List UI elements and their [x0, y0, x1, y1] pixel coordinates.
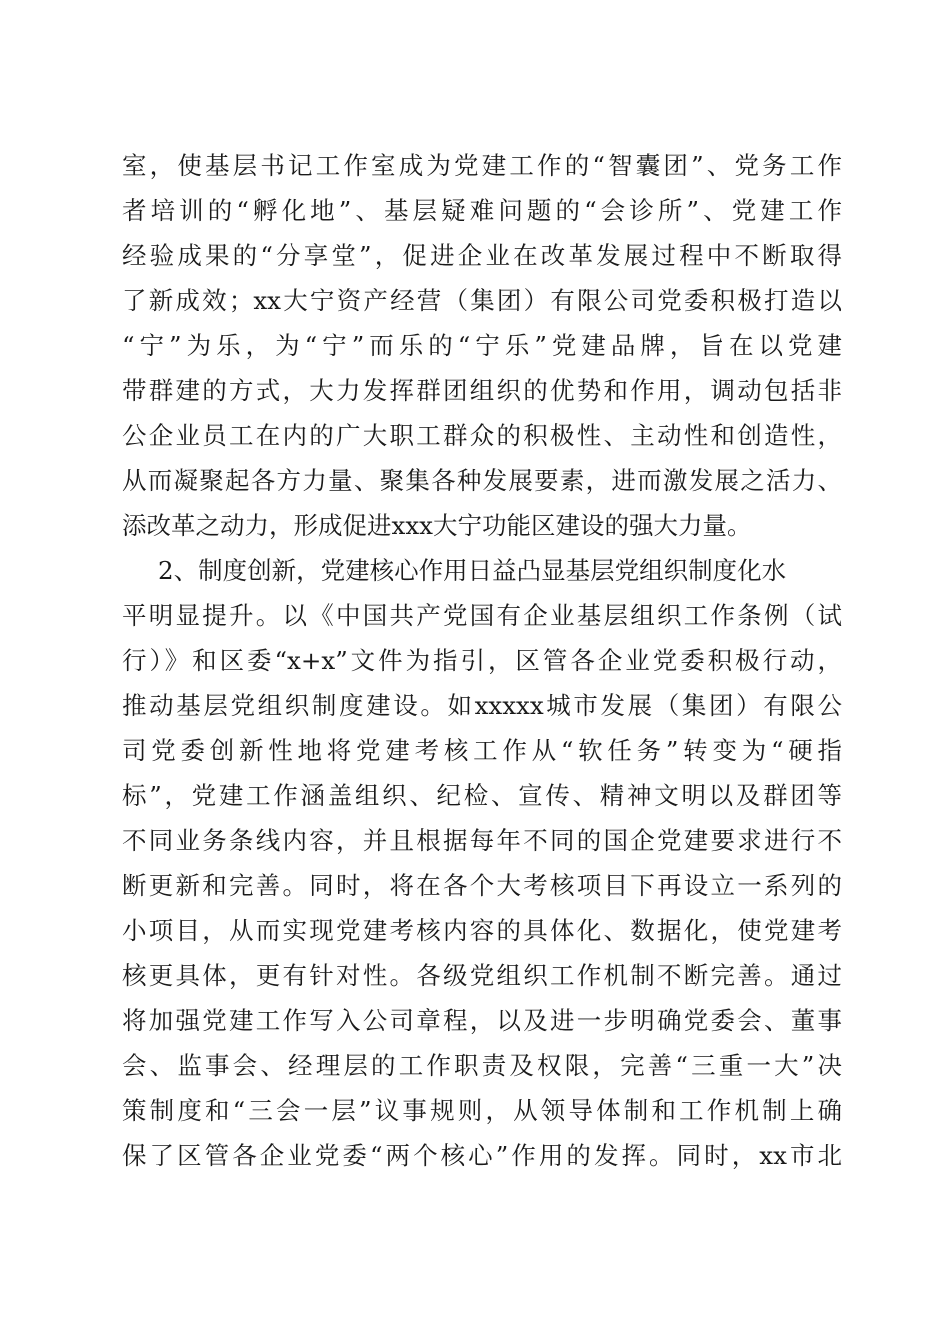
text-line: 2、制度创新，党建核心作用日益凸显基层党组织制度化水: [158, 556, 787, 585]
paragraph-2: [122, 548, 842, 1178]
text-line: 公企业员工在内的广大职工群众的积极性、主动性和创造性，: [122, 421, 842, 450]
text-line: 将加强党建工作写入公司章程，以及进一步明确党委会、董事: [122, 1006, 842, 1035]
text-line: 平明显提升。以《中国共产党国有企业基层组织工作条例（试: [122, 601, 842, 630]
text-line: 标”，党建工作涵盖组织、纪检、宣传、精神文明以及群团等: [122, 781, 842, 810]
text-line: 核更具体，更有针对性。各级党组织工作机制不断完善。通过: [122, 961, 842, 990]
text-line: 策制度和“三会一层”议事规则，从领导体制和工作机制上确: [122, 1096, 842, 1125]
text-line: 断更新和完善。同时，将在各个大考核项目下再设立一系列的: [122, 871, 842, 900]
text-line: 添改革之动力，形成促进xxx大宁功能区建设的强大力量。: [122, 511, 752, 540]
text-line: “宁”为乐，为“宁”而乐的“宁乐”党建品牌，旨在以党建: [122, 331, 842, 360]
text-line: 了新成效；xx大宁资产经营（集团）有限公司党委积极打造以: [122, 286, 842, 315]
text-line: 经验成果的“分享堂”，促进企业在改革发展过程中不断取得: [122, 241, 842, 270]
body-text: [122, 143, 842, 1178]
text-line: 室，使基层书记工作室成为党建工作的“智囊团”、党务工作: [122, 151, 842, 180]
text-line: 保了区管各企业党委“两个核心”作用的发挥。同时，xx市北: [122, 1141, 842, 1170]
text-line: 会、监事会、经理层的工作职责及权限，完善“三重一大”决: [122, 1051, 842, 1080]
text-line: 者培训的“孵化地”、基层疑难问题的“会诊所”、党建工作: [122, 196, 842, 225]
text-line: 不同业务条线内容，并且根据每年不同的国企党建要求进行不: [122, 826, 842, 855]
text-line: 推动基层党组织制度建设。如xxxxx城市发展（集团）有限公: [122, 691, 842, 720]
text-line: 从而凝聚起各方力量、聚集各种发展要素，进而激发展之活力、: [122, 466, 842, 495]
text-line: 行）》和区委“x+x”文件为指引，区管各企业党委积极行动，: [122, 646, 842, 675]
text-line: 带群建的方式，大力发挥群团组织的优势和作用，调动包括非: [122, 376, 842, 405]
text-line: 小项目，从而实现党建考核内容的具体化、数据化，使党建考: [122, 916, 842, 945]
paragraph-1: [122, 143, 842, 548]
text-line: 司党委创新性地将党建考核工作从“软任务”转变为“硬指: [122, 736, 842, 765]
